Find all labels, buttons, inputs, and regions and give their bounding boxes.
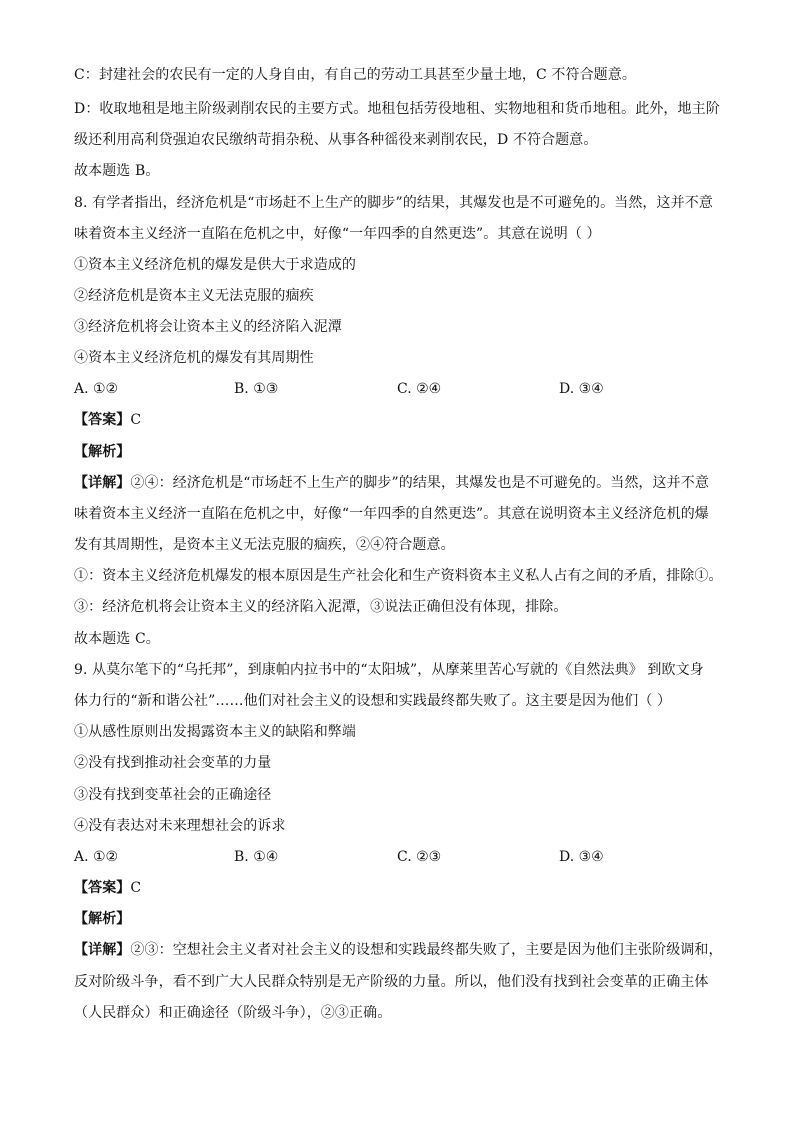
q8-option-b: B. ①③	[234, 381, 279, 397]
q9-detail-line2: 反对阶级斗争，看不到广大人民群众特别是无产阶级的力量。所以，他们没有找到社会变革的正确主体	[74, 974, 709, 990]
q9-option-b: B. ①④	[234, 849, 279, 865]
q8-item-4: ④资本主义经济危机的爆发有其周期性	[74, 350, 314, 366]
q8-detail-line4: ①：资本主义经济危机爆发的根本原因是生产社会化和生产资料资本主义私人占有之间的矛盾，排除①。	[74, 568, 723, 584]
q9-option-d: D. ③④	[559, 849, 604, 865]
q9-answer	[74, 879, 141, 897]
q9-answer-value: C	[130, 880, 142, 896]
q9-item-2: ②没有找到推动社会变革的力量	[74, 755, 272, 771]
q8-item-3: ③经济危机将会让资本主义的经济陷入泥潭	[74, 319, 342, 335]
q9-analysis-tag	[74, 910, 130, 928]
q9-stem-line1: 9. 从莫尔笔下的“乌托邦”，到康帕内拉书中的“太阳城”，从摩莱里苦心写就的《自然法典》 到欧文身	[74, 662, 704, 678]
q9-item-1: ①从感性原则出发揭露资本主义的缺陷和弊端	[74, 724, 356, 740]
q8-detail-tag: 【详解】	[74, 475, 131, 491]
prev-option-c-explanation: C：封建社会的农民有一定的人身自由，有自己的劳动工具甚至少量土地，C 不符合题意。	[74, 67, 636, 83]
q8-analysis-tag	[74, 443, 130, 461]
q9-options	[74, 848, 634, 866]
q9-option-a: A. ①②	[74, 849, 119, 865]
q9-item-4: ④没有表达对未来理想社会的诉求	[74, 818, 286, 834]
q9-detail-tag: 【详解】	[74, 942, 131, 958]
q8-analysis-label: 【解析】	[74, 444, 131, 460]
q8-option-c: C. ②④	[397, 381, 442, 397]
prev-option-d-explanation-line2: 级还利用高利贷强迫农民缴纳苛捐杂税、从事各种徭役来剥削农民，D 不符合题意。	[74, 132, 598, 148]
q9-answer-tag: 【答案】	[74, 880, 131, 896]
q8-detail-line3: 发有其周期性，是资本主义无法克服的痼疾，②④符合题意。	[74, 537, 455, 553]
q8-item-1: ①资本主义经济危机的爆发是供大于求造成的	[74, 257, 356, 273]
q8-answer-value: C	[130, 412, 142, 428]
prev-option-d-explanation-line1: D：收取地租是地主阶级剥削农民的主要方式。地租包括劳役地租、实物地租和货币地租。此外，地主阶	[74, 101, 720, 117]
q8-item-2: ②经济危机是资本主义无法克服的痼疾	[74, 288, 314, 304]
q8-options	[74, 380, 634, 398]
q9-detail-line1	[74, 941, 723, 959]
q9-detail-text1: ②③：空想社会主义者对社会主义的设想和实践最终都失败了，主要是因为他们主张阶级调和，	[130, 942, 723, 958]
q9-stem-line2: 体力行的“新和谐公社”……他们对社会主义的设想和实践最终都失败了。这主要是因为他们（ ）	[74, 693, 672, 709]
q8-detail-text1: ②④：经济危机是“市场赶不上生产的脚步”的结果，其爆发也是不可避免的。当然，这并不意	[130, 475, 709, 491]
prev-conclusion: 故本题选 B。	[74, 163, 160, 179]
q8-conclusion: 故本题选 C。	[74, 631, 160, 647]
q8-option-d: D. ③④	[559, 381, 604, 397]
q9-detail-line3: （人民群众）和正确途径（阶级斗争），②③正确。	[74, 1005, 392, 1021]
q9-option-c: C. ②③	[397, 849, 442, 865]
q8-answer	[74, 411, 141, 429]
q8-option-a: A. ①②	[74, 381, 119, 397]
q8-stem-line1: 8. 有学者指出，经济危机是“市场赶不上生产的脚步”的结果，其爆发也是不可避免的。当然，这并不意	[74, 195, 713, 211]
q8-stem-line2: 味着资本主义经济一直陷在危机之中，好像“一年四季的自然更迭”。其意在说明（ ）	[74, 226, 601, 242]
q8-detail-line5: ③：经济危机将会让资本主义的经济陷入泥潭，③说法正确但没有体现，排除。	[74, 599, 568, 615]
q8-detail-line2: 味着资本主义经济一直陷在危机之中，好像“一年四季的自然更迭”。其意在说明资本主义经济危机的爆	[74, 506, 709, 522]
q8-answer-tag: 【答案】	[74, 412, 131, 428]
q9-analysis-label: 【解析】	[74, 911, 131, 927]
q8-detail-line1	[74, 474, 709, 492]
q9-item-3: ③没有找到变革社会的正确途径	[74, 787, 272, 803]
